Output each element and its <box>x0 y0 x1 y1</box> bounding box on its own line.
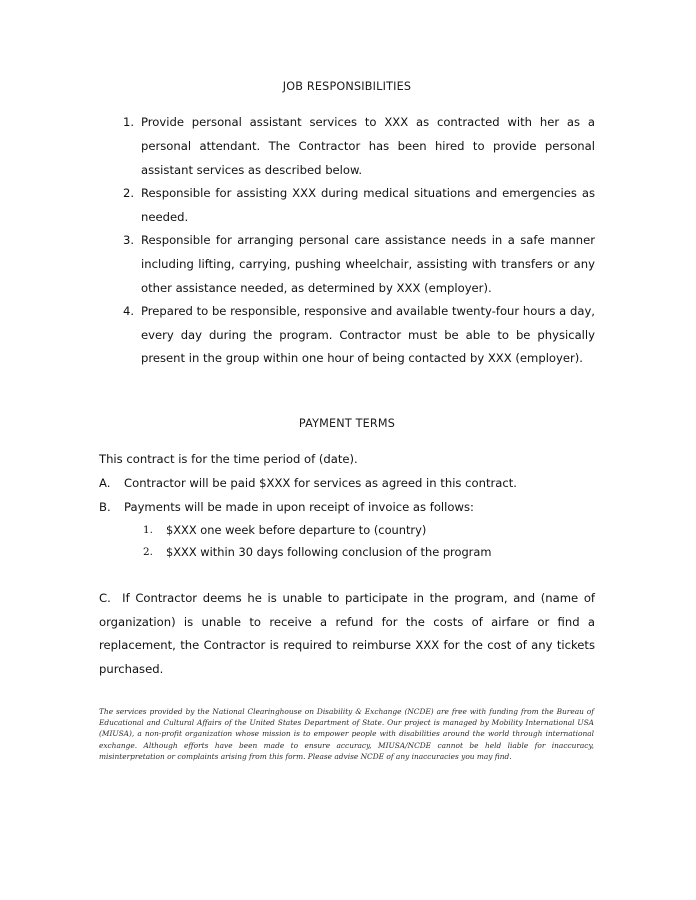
list-item-text: Provide personal assistant services to XXX as contracted with her as a personal attendant. The Contractor has been hired to provide personal assistant services as described below. <box>141 115 595 177</box>
sub-list-marker: 2. <box>143 546 153 559</box>
sub-list-text: $XXX within 30 days following conclusion of the program <box>166 545 492 560</box>
clause-text: Contractor will be paid $XXX for services as agreed in this contract. <box>124 476 517 490</box>
sub-list-item <box>143 541 595 563</box>
footer-disclaimer: The services provided by the National Clearinghouse on Disability & Exchange (NCDE) are free with funding from the Bureau of Educational and Cultural Affairs of the United States Department of State. Our project is managed by Mobility International USA (MIUSA), a non-profit organization whose mission is to empower people with disabilities around the world through international exchange. Although efforts have been made to ensure accuracy, MIUSA/NCDE cannot be held liable for inaccuracy, misinterpretation or complaints arising from this form. Please advise NCDE of any inaccuracies you may find. <box>99 706 594 762</box>
job-responsibilities-list <box>99 111 595 371</box>
clause-marker: A. <box>99 476 111 490</box>
job-responsibilities-heading: JOB RESPONSIBILITIES <box>282 80 412 93</box>
footer-spacer <box>99 682 595 706</box>
clause-spacer <box>99 563 595 587</box>
list-item-text: Responsible for assisting XXX during medical situations and emergencies as needed. <box>141 186 595 224</box>
payment-clauses-list <box>99 472 595 519</box>
sub-list-item <box>143 519 595 541</box>
clause-text: Payments will be made in upon receipt of invoice as follows: <box>124 499 474 514</box>
list-item <box>99 182 595 229</box>
clause-text: If Contractor deems he is unable to participate in the program, and (name of organization) is unable to receive a refund for the costs of airfare or find a replacement, the Contractor is required to reimburse XXX for the cost of any tickets purchased. <box>99 591 595 676</box>
list-item <box>99 111 595 182</box>
list-item-text: Prepared to be responsible, responsive and available twenty-four hours a day, every day during the program. Contractor must be able to be physically present in the group within one hour of being contacted by XXX (employer). <box>141 304 595 366</box>
section-spacer <box>99 371 595 417</box>
clause-marker: B. <box>99 499 111 514</box>
clause-item-a <box>99 472 595 496</box>
clause-paragraph-c <box>99 587 595 681</box>
list-item-marker: 4. <box>123 304 135 319</box>
sub-list-marker: 1. <box>143 524 153 537</box>
clause-item-b <box>99 496 595 520</box>
clause-marker: C. <box>99 591 111 606</box>
list-item <box>99 300 595 371</box>
list-item-marker: 2. <box>123 186 135 201</box>
list-item-text: Responsible for arranging personal care assistance needs in a safe manner including lifting, carrying, pushing wheelchair, assisting with transfers or any other assistance needed, as determined by XXX (employer). <box>141 233 595 295</box>
list-item-marker: 3. <box>123 233 135 248</box>
list-item-marker: 1. <box>123 115 135 130</box>
sub-list-text: $XXX one week before departure to (country) <box>166 523 427 538</box>
payment-terms-intro: This contract is for the time period of (date). <box>99 452 358 467</box>
payment-schedule-sublist <box>99 519 595 563</box>
payment-terms-heading: PAYMENT TERMS <box>298 416 396 430</box>
list-item <box>99 229 595 300</box>
